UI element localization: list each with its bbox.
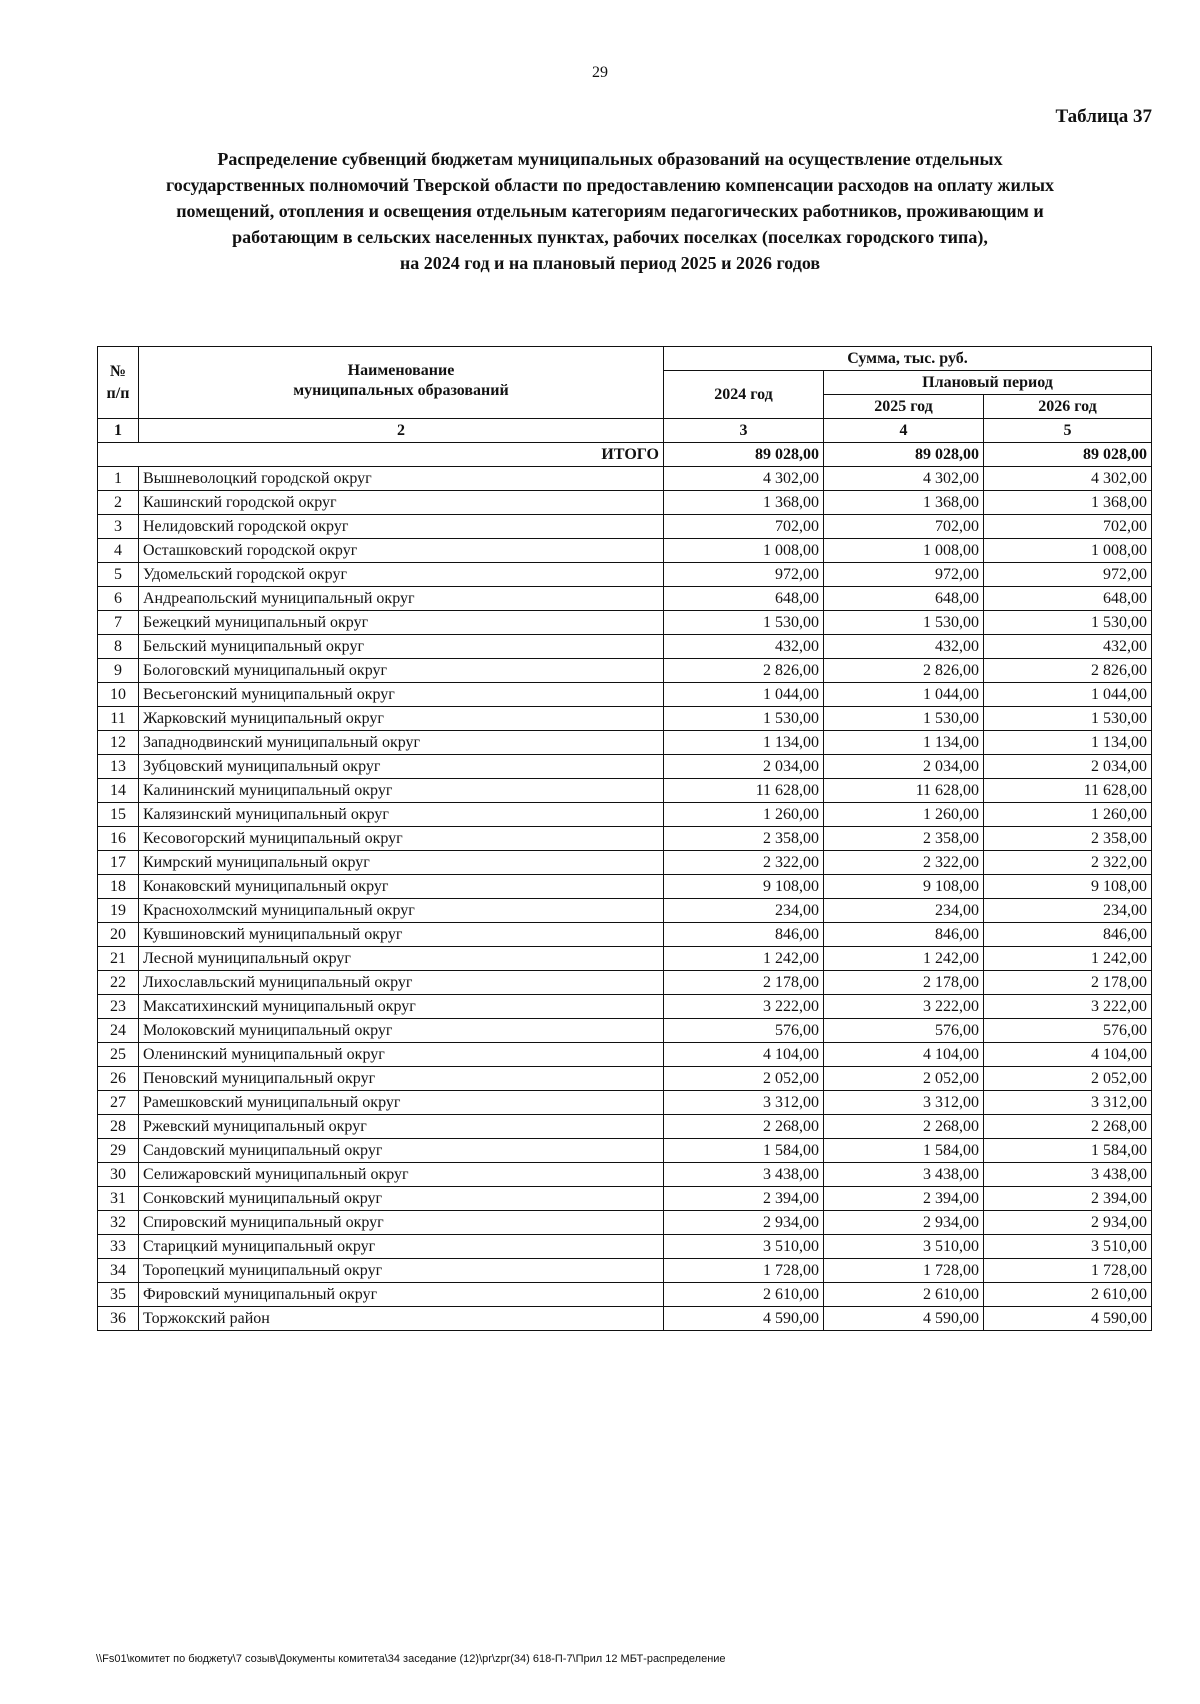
row-value-2024: 3 510,00: [664, 1235, 824, 1259]
row-value-2024: 648,00: [664, 587, 824, 611]
row-name: Андреапольский муниципальный округ: [139, 587, 664, 611]
table-row: [98, 947, 1152, 971]
column-index: 4: [824, 419, 984, 443]
row-value-2026: 3 438,00: [984, 1163, 1152, 1187]
row-value-2026: 1 728,00: [984, 1259, 1152, 1283]
row-number: 14: [98, 779, 139, 803]
row-number: 28: [98, 1115, 139, 1139]
table-row: [98, 971, 1152, 995]
row-value-2026: 2 178,00: [984, 971, 1152, 995]
table-row: [98, 1307, 1152, 1331]
row-value-2026: 1 044,00: [984, 683, 1152, 707]
row-value-2024: 702,00: [664, 515, 824, 539]
table-row: [98, 1283, 1152, 1307]
row-name: Сандовский муниципальный округ: [139, 1139, 664, 1163]
row-value-2026: 2 610,00: [984, 1283, 1152, 1307]
row-value-2025: 2 610,00: [824, 1283, 984, 1307]
row-number: 23: [98, 995, 139, 1019]
title-line: государственных полномочий Тверской области по предоставлению компенсации расходов на оплату жилых: [165, 175, 1054, 195]
row-value-2024: 2 826,00: [664, 659, 824, 683]
row-number: 5: [98, 563, 139, 587]
row-value-2026: 3 510,00: [984, 1235, 1152, 1259]
row-value-2026: 234,00: [984, 899, 1152, 923]
row-value-2024: 11 628,00: [664, 779, 824, 803]
row-name: Краснохолмский муниципальный округ: [139, 899, 664, 923]
table-row: [98, 731, 1152, 755]
table-row: [98, 539, 1152, 563]
row-value-2024: 2 394,00: [664, 1187, 824, 1211]
row-name: Бологовский муниципальный округ: [139, 659, 664, 683]
row-value-2024: 3 312,00: [664, 1091, 824, 1115]
row-value-2024: 2 034,00: [664, 755, 824, 779]
row-value-2026: 846,00: [984, 923, 1152, 947]
row-value-2024: 2 178,00: [664, 971, 824, 995]
header-name-line1: Наименование: [347, 362, 455, 379]
document-title: [100, 146, 1120, 276]
row-name: Старицкий муниципальный округ: [139, 1235, 664, 1259]
row-name: Кесовогорский муниципальный округ: [139, 827, 664, 851]
row-name: Нелидовский городской округ: [139, 515, 664, 539]
row-value-2025: 1 728,00: [824, 1259, 984, 1283]
row-value-2024: 2 052,00: [664, 1067, 824, 1091]
row-value-2024: 234,00: [664, 899, 824, 923]
row-value-2025: 3 510,00: [824, 1235, 984, 1259]
row-value-2025: 2 268,00: [824, 1115, 984, 1139]
row-value-2025: 2 322,00: [824, 851, 984, 875]
row-number: 22: [98, 971, 139, 995]
table-row: [98, 515, 1152, 539]
row-value-2026: 4 104,00: [984, 1043, 1152, 1067]
page-number: 29: [592, 64, 608, 81]
row-value-2024: 4 104,00: [664, 1043, 824, 1067]
row-value-2024: 432,00: [664, 635, 824, 659]
row-value-2026: 576,00: [984, 1019, 1152, 1043]
table-row: [98, 1043, 1152, 1067]
row-name: Пеновский муниципальный округ: [139, 1067, 664, 1091]
row-value-2026: 2 034,00: [984, 755, 1152, 779]
row-value-2025: 1 530,00: [824, 707, 984, 731]
row-number: 17: [98, 851, 139, 875]
row-value-2024: 1 242,00: [664, 947, 824, 971]
table-row: [98, 1091, 1152, 1115]
row-value-2024: 1 134,00: [664, 731, 824, 755]
row-value-2024: 1 368,00: [664, 491, 824, 515]
row-value-2025: 11 628,00: [824, 779, 984, 803]
row-number: 6: [98, 587, 139, 611]
row-value-2025: 234,00: [824, 899, 984, 923]
row-value-2025: 846,00: [824, 923, 984, 947]
table-row: [98, 779, 1152, 803]
row-name: Калининский муниципальный округ: [139, 779, 664, 803]
row-number: 25: [98, 1043, 139, 1067]
row-value-2026: 3 222,00: [984, 995, 1152, 1019]
row-name: Торопецкий муниципальный округ: [139, 1259, 664, 1283]
row-value-2025: 3 222,00: [824, 995, 984, 1019]
row-name: Зубцовский муниципальный округ: [139, 755, 664, 779]
row-name: Рамешковский муниципальный округ: [139, 1091, 664, 1115]
table-row: [98, 1019, 1152, 1043]
table-row: [98, 491, 1152, 515]
table-row: [98, 683, 1152, 707]
row-number: 33: [98, 1235, 139, 1259]
row-number: 29: [98, 1139, 139, 1163]
row-value-2026: 648,00: [984, 587, 1152, 611]
table-row: [98, 1115, 1152, 1139]
row-value-2026: 2 268,00: [984, 1115, 1152, 1139]
row-value-2025: 1 368,00: [824, 491, 984, 515]
header-number-line2: п/п: [106, 384, 130, 402]
title-line: помещений, отопления и освещения отдельным категориям педагогических работников, проживающим и: [176, 201, 1044, 221]
row-value-2025: 702,00: [824, 515, 984, 539]
row-value-2025: 2 052,00: [824, 1067, 984, 1091]
subvention-table: [97, 346, 1152, 1331]
row-value-2026: 1 368,00: [984, 491, 1152, 515]
row-value-2025: 1 242,00: [824, 947, 984, 971]
row-value-2024: 1 584,00: [664, 1139, 824, 1163]
row-number: 1: [98, 467, 139, 491]
row-name: Осташковский городской округ: [139, 539, 664, 563]
row-number: 20: [98, 923, 139, 947]
row-value-2024: 1 260,00: [664, 803, 824, 827]
table-body: [98, 443, 1152, 1331]
row-name: Калязинский муниципальный округ: [139, 803, 664, 827]
row-name: Кашинский городской округ: [139, 491, 664, 515]
table-row: [98, 851, 1152, 875]
table-row: [98, 1211, 1152, 1235]
row-name: Бельский муниципальный округ: [139, 635, 664, 659]
row-value-2025: 3 438,00: [824, 1163, 984, 1187]
table-row: [98, 827, 1152, 851]
row-value-2024: 2 610,00: [664, 1283, 824, 1307]
row-value-2026: 432,00: [984, 635, 1152, 659]
row-value-2025: 1 134,00: [824, 731, 984, 755]
title-line: работающим в сельских населенных пунктах, рабочих поселках (поселках городского типа),: [232, 227, 988, 247]
row-value-2024: 576,00: [664, 1019, 824, 1043]
table-row: [98, 1163, 1152, 1187]
row-number: 19: [98, 899, 139, 923]
total-2025: 89 028,00: [824, 443, 984, 467]
row-name: Кувшиновский муниципальный округ: [139, 923, 664, 947]
row-number: 21: [98, 947, 139, 971]
row-number: 4: [98, 539, 139, 563]
row-value-2026: 2 358,00: [984, 827, 1152, 851]
row-name: Торжокский район: [139, 1307, 664, 1331]
row-name: Максатихинский муниципальный округ: [139, 995, 664, 1019]
row-number: 10: [98, 683, 139, 707]
row-value-2024: 1 008,00: [664, 539, 824, 563]
row-value-2024: 4 302,00: [664, 467, 824, 491]
row-value-2026: 11 628,00: [984, 779, 1152, 803]
table-row: [98, 803, 1152, 827]
row-value-2024: 846,00: [664, 923, 824, 947]
total-2024: 89 028,00: [664, 443, 824, 467]
row-value-2025: 972,00: [824, 563, 984, 587]
row-value-2026: 2 052,00: [984, 1067, 1152, 1091]
row-number: 24: [98, 1019, 139, 1043]
row-value-2024: 3 438,00: [664, 1163, 824, 1187]
row-value-2025: 2 394,00: [824, 1187, 984, 1211]
row-value-2024: 3 222,00: [664, 995, 824, 1019]
row-name: Спировский муниципальный округ: [139, 1211, 664, 1235]
row-value-2024: 1 044,00: [664, 683, 824, 707]
row-value-2026: 1 260,00: [984, 803, 1152, 827]
row-value-2026: 1 584,00: [984, 1139, 1152, 1163]
header-year-2026: 2026 год: [984, 395, 1152, 419]
row-value-2025: 9 108,00: [824, 875, 984, 899]
row-value-2026: 2 322,00: [984, 851, 1152, 875]
row-value-2025: 576,00: [824, 1019, 984, 1043]
row-name: Кимрский муниципальный округ: [139, 851, 664, 875]
row-name: Оленинский муниципальный округ: [139, 1043, 664, 1067]
column-index: 1: [98, 419, 139, 443]
row-value-2025: 2 934,00: [824, 1211, 984, 1235]
row-number: 9: [98, 659, 139, 683]
table-row: [98, 707, 1152, 731]
row-value-2026: 702,00: [984, 515, 1152, 539]
row-name: Молоковский муниципальный округ: [139, 1019, 664, 1043]
row-number: 36: [98, 1307, 139, 1331]
row-value-2024: 4 590,00: [664, 1307, 824, 1331]
row-name: Лихославльский муниципальный округ: [139, 971, 664, 995]
row-number: 2: [98, 491, 139, 515]
table-row: [98, 1259, 1152, 1283]
table-row: [98, 875, 1152, 899]
row-value-2025: 2 826,00: [824, 659, 984, 683]
row-value-2026: 1 134,00: [984, 731, 1152, 755]
row-value-2024: 9 108,00: [664, 875, 824, 899]
column-index: 2: [139, 419, 664, 443]
table-row: [98, 659, 1152, 683]
table-row: [98, 467, 1152, 491]
header-number-line1: №: [109, 362, 127, 380]
row-value-2024: 2 322,00: [664, 851, 824, 875]
row-name: Западнодвинский муниципальный округ: [139, 731, 664, 755]
row-value-2025: 2 178,00: [824, 971, 984, 995]
title-line: Распределение субвенций бюджетам муниципальных образований на осуществление отдельных: [217, 149, 1003, 169]
column-index: 5: [984, 419, 1152, 443]
row-name: Вышневолоцкий городской округ: [139, 467, 664, 491]
row-number: 34: [98, 1259, 139, 1283]
row-value-2025: 1 260,00: [824, 803, 984, 827]
row-name: Лесной муниципальный округ: [139, 947, 664, 971]
row-number: 18: [98, 875, 139, 899]
table-row: [98, 611, 1152, 635]
row-value-2025: 4 302,00: [824, 467, 984, 491]
row-value-2026: 1 008,00: [984, 539, 1152, 563]
row-number: 11: [98, 707, 139, 731]
row-name: Ржевский муниципальный округ: [139, 1115, 664, 1139]
row-value-2026: 3 312,00: [984, 1091, 1152, 1115]
row-value-2024: 1 728,00: [664, 1259, 824, 1283]
row-number: 8: [98, 635, 139, 659]
row-number: 3: [98, 515, 139, 539]
row-value-2026: 2 934,00: [984, 1211, 1152, 1235]
row-value-2025: 1 044,00: [824, 683, 984, 707]
row-value-2024: 1 530,00: [664, 707, 824, 731]
row-value-2025: 2 358,00: [824, 827, 984, 851]
row-value-2026: 1 530,00: [984, 611, 1152, 635]
row-name: Фировский муниципальный округ: [139, 1283, 664, 1307]
table-row: [98, 995, 1152, 1019]
table-row: [98, 1187, 1152, 1211]
row-number: 13: [98, 755, 139, 779]
row-number: 7: [98, 611, 139, 635]
row-number: 26: [98, 1067, 139, 1091]
table-row: [98, 923, 1152, 947]
row-value-2025: 3 312,00: [824, 1091, 984, 1115]
total-label: ИТОГО: [98, 443, 664, 467]
header-year-2024: 2024 год: [664, 371, 824, 419]
table-row: [98, 755, 1152, 779]
row-number: 12: [98, 731, 139, 755]
total-row: [98, 443, 1152, 467]
row-value-2026: 4 302,00: [984, 467, 1152, 491]
row-number: 15: [98, 803, 139, 827]
row-number: 31: [98, 1187, 139, 1211]
row-value-2025: 432,00: [824, 635, 984, 659]
title-line: на 2024 год и на плановый период 2025 и 2026 годов: [399, 253, 821, 273]
row-value-2024: 2 358,00: [664, 827, 824, 851]
row-name: Жарковский муниципальный округ: [139, 707, 664, 731]
row-value-2026: 9 108,00: [984, 875, 1152, 899]
table-row: [98, 1235, 1152, 1259]
row-value-2026: 1 530,00: [984, 707, 1152, 731]
row-value-2025: 1 530,00: [824, 611, 984, 635]
table-label: Таблица 37: [1055, 106, 1152, 127]
header-planned-period: Плановый период: [824, 371, 1152, 395]
total-2026: 89 028,00: [984, 443, 1152, 467]
row-name: Конаковский муниципальный округ: [139, 875, 664, 899]
row-value-2025: 2 034,00: [824, 755, 984, 779]
header-number: [98, 347, 139, 419]
table-row: [98, 1139, 1152, 1163]
table-row: [98, 587, 1152, 611]
row-value-2026: 1 242,00: [984, 947, 1152, 971]
row-name: Селижаровский муниципальный округ: [139, 1163, 664, 1187]
row-value-2024: 2 268,00: [664, 1115, 824, 1139]
row-value-2025: 4 104,00: [824, 1043, 984, 1067]
header-name-line2: муниципальных образований: [293, 382, 509, 399]
header-sum: Сумма, тыс. руб.: [664, 347, 1152, 371]
row-value-2026: 2 394,00: [984, 1187, 1152, 1211]
row-value-2025: 648,00: [824, 587, 984, 611]
row-value-2026: 4 590,00: [984, 1307, 1152, 1331]
column-index: 3: [664, 419, 824, 443]
row-value-2025: 4 590,00: [824, 1307, 984, 1331]
row-number: 16: [98, 827, 139, 851]
row-number: 27: [98, 1091, 139, 1115]
row-number: 35: [98, 1283, 139, 1307]
header-name: [139, 347, 664, 419]
header-year-2025: 2025 год: [824, 395, 984, 419]
row-value-2025: 1 008,00: [824, 539, 984, 563]
row-number: 30: [98, 1163, 139, 1187]
row-value-2026: 2 826,00: [984, 659, 1152, 683]
table-row: [98, 1067, 1152, 1091]
table-row: [98, 899, 1152, 923]
row-name: Бежецкий муниципальный округ: [139, 611, 664, 635]
row-name: Сонковский муниципальный округ: [139, 1187, 664, 1211]
row-value-2025: 1 584,00: [824, 1139, 984, 1163]
row-name: Удомельский городской округ: [139, 563, 664, 587]
row-value-2026: 972,00: [984, 563, 1152, 587]
row-value-2024: 2 934,00: [664, 1211, 824, 1235]
table-row: [98, 563, 1152, 587]
row-number: 32: [98, 1211, 139, 1235]
footer-file-path: \\Fs01\комитет по бюджету\7 созыв\Документы комитета\34 заседание (12)\pr\zpr(34) 618-П-7\Прил 12 МБТ-распределение: [96, 1653, 726, 1665]
table-row: [98, 635, 1152, 659]
row-name: Весьегонский муниципальный округ: [139, 683, 664, 707]
row-value-2024: 972,00: [664, 563, 824, 587]
row-value-2024: 1 530,00: [664, 611, 824, 635]
